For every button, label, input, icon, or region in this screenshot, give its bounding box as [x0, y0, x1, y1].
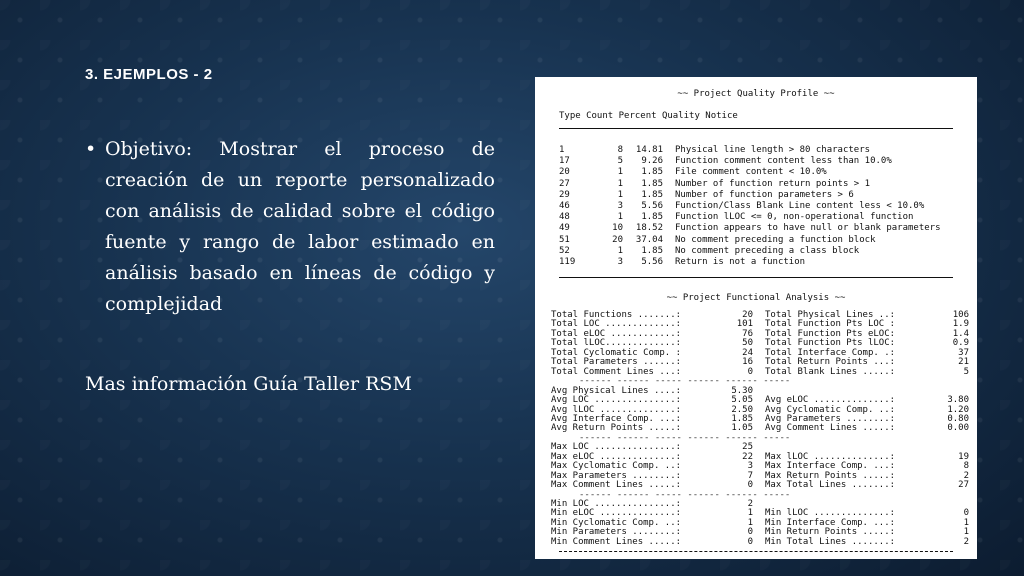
quality-percent: 14.81: [635, 145, 663, 155]
quality-notice: Return is not a function: [675, 257, 806, 267]
quality-notice: No comment preceding a function block: [675, 234, 876, 245]
quality-percent: 37.04: [635, 234, 663, 245]
metric-label: Max eLOC ..............:: [551, 451, 682, 462]
divider: [559, 277, 953, 278]
quality-notice: File comment content < 10.0%: [675, 167, 827, 178]
metric-value: 106: [952, 310, 969, 320]
metric-label: Total Blank Lines .....:: [765, 366, 896, 377]
quality-row: [559, 179, 959, 190]
metric-value: 37: [958, 347, 969, 358]
metric-label: Total Return Points ...:: [765, 357, 896, 368]
more-info-text: Mas información Guía Taller RSM: [85, 373, 412, 395]
quality-type: 20: [559, 167, 570, 178]
metric-value: 1: [747, 508, 753, 519]
quality-notice: Number of function parameters > 6: [675, 189, 854, 200]
metric-value: 24: [742, 347, 753, 358]
metric-value: 1.9: [952, 319, 969, 330]
metric-value: 0: [747, 366, 753, 377]
quality-notice: Function comment content less than 10.0%: [675, 156, 892, 167]
metric-label: Avg Parameters ........:: [765, 413, 896, 424]
quality-type: 48: [559, 212, 570, 223]
metric-label: Min LOC ...............:: [551, 499, 682, 509]
metric-label: Avg Physical Lines ....:: [551, 385, 682, 396]
metric-label: Max Parameters ........:: [551, 470, 682, 481]
metric-value: 2: [963, 470, 969, 481]
metric-label: Min Parameters ........:: [551, 527, 682, 538]
metric-label: Total Function Pts lLOC:: [765, 338, 896, 349]
divider: [559, 128, 953, 129]
metric-label: Min Cyclomatic Comp. ..:: [551, 517, 682, 528]
metric-value: 5.30: [731, 385, 753, 396]
metric-value: 3.80: [947, 395, 969, 406]
metric-value: 2.50: [731, 404, 753, 415]
functional-row: [551, 462, 969, 471]
divider: [559, 551, 953, 552]
quality-row: [559, 201, 959, 212]
metric-label: Avg Comment Lines .....:: [765, 423, 896, 434]
functional-row: [551, 443, 969, 452]
metric-value: 0.80: [947, 413, 969, 424]
metric-value: 5: [963, 366, 969, 377]
quality-percent: 1.85: [641, 212, 663, 223]
metric-label: Max Total Lines .......:: [765, 480, 896, 491]
report-title: ~~ Project Quality Profile ~~: [677, 89, 835, 99]
metric-value: 0: [747, 527, 753, 538]
functional-separator: [551, 377, 969, 386]
metric-value: 0.00: [947, 423, 969, 434]
metric-value: 21: [958, 357, 969, 368]
functional-analysis-title: ~~ Project Functional Analysis ~~: [666, 293, 846, 303]
quality-row: [559, 167, 959, 178]
quality-row: [559, 246, 959, 257]
quality-report-image: [535, 77, 977, 559]
metric-label: Total eLOC ............:: [551, 328, 682, 339]
quality-count: 1: [617, 212, 623, 223]
metric-label: Total LOC .............:: [551, 319, 682, 330]
quality-percent: 1.85: [641, 245, 663, 256]
functional-row: [551, 396, 969, 405]
quality-row: [559, 190, 959, 201]
quality-notice: Function lLOC <= 0, non-operational function: [675, 212, 914, 223]
metric-value: 1: [963, 527, 969, 538]
quality-type: 17: [559, 156, 570, 167]
quality-count: 10: [612, 223, 623, 234]
quality-type: 27: [559, 178, 570, 189]
quality-row: [559, 156, 959, 167]
quality-row: [559, 235, 959, 246]
metric-label: Min Total Lines .......:: [765, 536, 896, 547]
quality-type: 1: [559, 145, 565, 155]
quality-count: 5: [617, 156, 623, 167]
metric-value: 1.4: [952, 328, 969, 339]
quality-notice: Physical line length > 80 characters: [675, 145, 871, 155]
metric-label: Avg Interface Comp. ...:: [551, 413, 682, 424]
metric-label: Total Comment Lines ...:: [551, 366, 682, 377]
quality-percent: 5.56: [641, 201, 663, 211]
quality-count: 1: [617, 178, 623, 189]
quality-count: 20: [612, 234, 623, 245]
metric-label: Total Physical Lines ..:: [765, 310, 896, 320]
metric-label: Avg LOC ...............:: [551, 395, 682, 406]
metric-label: Avg Cyclomatic Comp. ..:: [765, 404, 896, 415]
metric-label: Max Return Points .....:: [765, 470, 896, 481]
metric-label: Total Interface Comp. .:: [765, 347, 896, 358]
metric-value: 76: [742, 328, 753, 339]
quality-row: [559, 223, 959, 234]
metric-value: 1.05: [731, 423, 753, 434]
metric-value: 5.05: [731, 395, 753, 406]
quality-row: [559, 212, 959, 223]
metric-label: Total lLOC.............:: [551, 338, 682, 349]
metric-label: Min eLOC ..............:: [551, 508, 682, 519]
metric-value: 19: [958, 451, 969, 462]
metric-value: 1: [963, 517, 969, 528]
metric-label: Total Parameters ......:: [551, 357, 682, 368]
quality-percent: 9.26: [641, 156, 663, 167]
metric-value: 25: [742, 442, 753, 453]
quality-count: 8: [617, 145, 623, 155]
metric-label: Min Comment Lines .....:: [551, 536, 682, 547]
quality-type: 29: [559, 189, 570, 200]
metric-label: Avg eLOC ..............:: [765, 395, 896, 406]
quality-percent: 5.56: [641, 257, 663, 267]
quality-type: 119: [559, 257, 576, 267]
quality-notice: Function appears to have null or blank parameters: [675, 223, 941, 234]
metric-value: 1.20: [947, 404, 969, 415]
slide-title: 3. EJEMPLOS - 2: [85, 66, 213, 83]
metric-value: 1: [747, 517, 753, 528]
metric-label: Max lLOC ..............:: [765, 451, 896, 462]
quality-count: 1: [617, 189, 623, 200]
quality-row: [559, 145, 959, 156]
quality-type: 52: [559, 245, 570, 256]
metric-label: Max Comment Lines .....:: [551, 480, 682, 491]
metric-value: 3: [747, 461, 753, 472]
functional-row: [551, 339, 969, 348]
quality-notice: Number of function return points > 1: [675, 178, 871, 189]
metric-label: Min lLOC ..............:: [765, 508, 896, 519]
metric-value: 50: [742, 338, 753, 349]
quality-percent: 1.85: [641, 178, 663, 189]
metric-label: Max Cyclomatic Comp. ..:: [551, 461, 682, 472]
metric-label: Avg lLOC ..............:: [551, 404, 682, 415]
metric-label: Max Interface Comp. ...:: [765, 461, 896, 472]
bullet-text: Objetivo: Mostrar el proceso de creación de un reporte personalizado con análisis de calidad sobre el código fuente y rango de labor estimado en análisis basado en líneas de código y complejidad: [105, 138, 495, 315]
metric-value: 0: [747, 480, 753, 491]
quality-type: 51: [559, 234, 570, 245]
metric-label: Avg Return Points .....:: [551, 423, 682, 434]
metric-value: 7: [747, 470, 753, 481]
metric-value: 27: [958, 480, 969, 491]
metric-value: 8: [963, 461, 969, 472]
metric-label: Total Function Pts LOC :: [765, 319, 896, 330]
metric-value: 101: [736, 319, 753, 330]
quality-notice: No comment preceding a class block: [675, 245, 860, 256]
metric-value: 16: [742, 357, 753, 368]
metric-value: 2: [963, 536, 969, 547]
metric-value: 0.9: [952, 338, 969, 349]
metric-value: 22: [742, 451, 753, 462]
functional-row: [551, 358, 969, 367]
metric-value: 2: [747, 499, 753, 509]
metric-label: Min Return Points .....:: [765, 527, 896, 538]
metric-label: Total Cyclomatic Comp. :: [551, 347, 682, 358]
metric-label: Max LOC ...............:: [551, 442, 682, 453]
metric-value: 0: [747, 536, 753, 547]
quality-type: 46: [559, 201, 570, 211]
quality-count: 1: [617, 245, 623, 256]
metric-value: 20: [742, 310, 753, 320]
quality-percent: 1.85: [641, 167, 663, 178]
functional-row: [551, 481, 969, 490]
quality-row: [559, 257, 959, 268]
quality-count: 1: [617, 167, 623, 178]
separator-text: ------ ------ ----- ------ ------ -----: [579, 432, 791, 443]
metric-value: 1.85: [731, 413, 753, 424]
metric-label: Min Interface Comp. ...:: [765, 517, 896, 528]
functional-row: [551, 538, 969, 547]
quality-percent: 18.52: [635, 223, 663, 234]
quality-count: 3: [617, 201, 623, 211]
quality-type: 49: [559, 223, 570, 234]
metric-value: 0: [963, 508, 969, 519]
bullet-dot: •: [85, 138, 97, 160]
separator-text: ------ ------ ----- ------ ------ -----: [579, 376, 791, 387]
metric-label: Total Function Pts eLOC:: [765, 328, 896, 339]
functional-row: [551, 528, 969, 537]
separator-text: ------ ------ ----- ------ ------ -----: [579, 489, 791, 500]
quality-count: 3: [617, 257, 623, 267]
quality-notice: Function/Class Blank Line content less < 10.0%: [675, 201, 925, 211]
bullet-objective: [85, 134, 495, 320]
quality-percent: 1.85: [641, 189, 663, 200]
quality-table-header: Type Count Percent Quality Notice: [559, 111, 738, 121]
metric-label: Total Functions .......:: [551, 310, 682, 320]
